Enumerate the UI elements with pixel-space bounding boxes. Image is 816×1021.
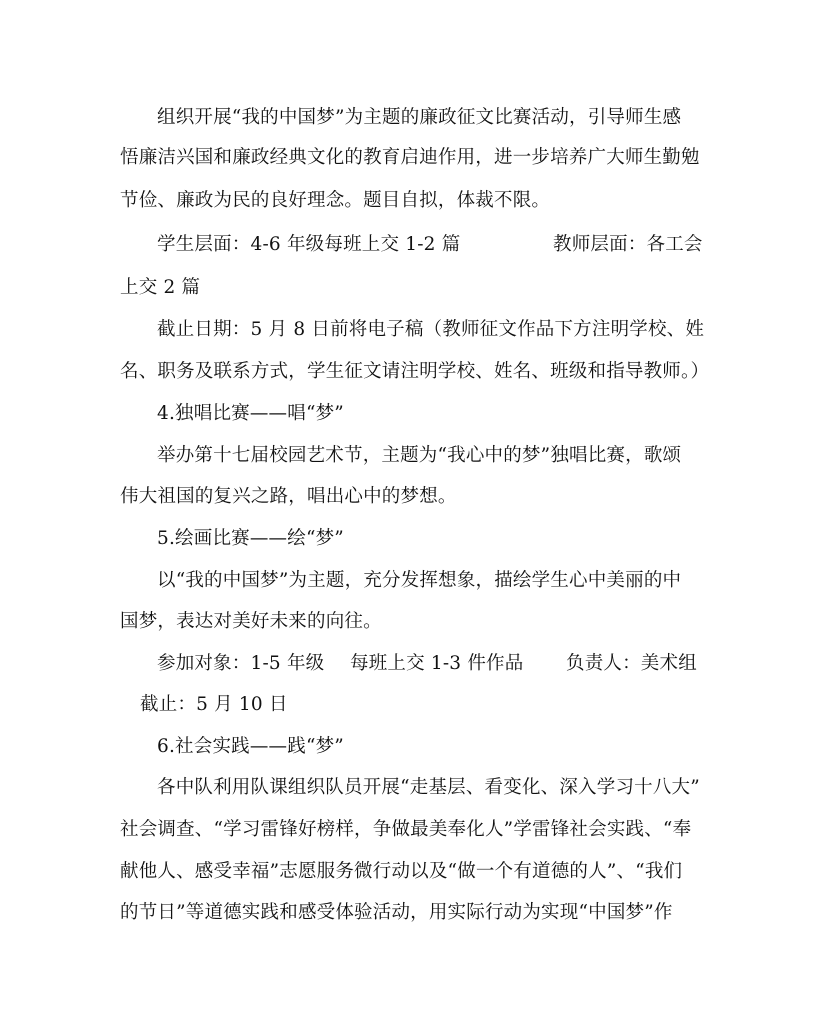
participants: 参加对象：1-5 年级 bbox=[157, 653, 325, 674]
paragraph-line: 各中队利用队课组织队员开展“走基层、看变化、深入学习十八大” bbox=[157, 777, 700, 798]
paragraph-line: 悟廉洁兴国和廉政经典文化的教育启迪作用，进一步培养广大师生勤勉 bbox=[120, 147, 700, 168]
paragraph-line: 社会调查、“学习雷锋好榜样，争做最美奉化人”学雷锋社会实践、“奉 bbox=[120, 819, 692, 840]
paragraph-line: 举办第十七届校园艺术节，主题为“我心中的梦”独唱比赛，歌颂 bbox=[157, 445, 682, 466]
works-per-class: 每班上交 1-3 件作品 bbox=[350, 653, 524, 674]
student-requirement-line bbox=[157, 233, 717, 257]
paragraph-line: 上交 2 篇 bbox=[120, 277, 201, 298]
section-heading-practice: 6.社会实践——践“梦” bbox=[157, 736, 344, 757]
paragraph-line: 节俭、廉政为民的良好理念。题目自拟，体裁不限。 bbox=[120, 190, 551, 211]
paragraph-line: 名、职务及联系方式，学生征文请注明学校、姓名、班级和指导教师。） bbox=[120, 361, 710, 382]
paragraph-line: 献他人、感受幸福”志愿服务微行动以及“做一个有道德的人”、“我们 bbox=[120, 861, 683, 882]
student-requirement: 学生层面：4-6 年级每班上交 1-2 篇 bbox=[157, 234, 461, 255]
section-heading-singing: 4.独唱比赛——唱“梦” bbox=[157, 403, 344, 424]
deadline-line: 截止日期：5 月 8 日前将电子稿（教师征文作品下方注明学校、姓 bbox=[157, 319, 705, 340]
paragraph-line: 以“我的中国梦”为主题，充分发挥想象，描绘学生心中美丽的中 bbox=[157, 570, 682, 591]
participants-line bbox=[157, 652, 717, 676]
paragraph-line: 的节日”等道德实践和感受体验活动，用实际行动为实现“中国梦”作 bbox=[120, 902, 673, 923]
teacher-requirement: 教师层面：各工会 bbox=[553, 234, 703, 255]
person-in-charge: 负责人：美术组 bbox=[566, 653, 697, 674]
section-heading-painting: 5.绘画比赛——绘“梦” bbox=[157, 528, 344, 549]
paragraph-line: 组织开展“我的中国梦”为主题的廉政征文比赛活动，引导师生感 bbox=[157, 107, 682, 128]
paragraph-line: 国梦，表达对美好未来的向往。 bbox=[120, 611, 382, 632]
painting-deadline: 截止：5 月 10 日 bbox=[140, 694, 288, 715]
paragraph-line: 伟大祖国的复兴之路，唱出心中的梦想。 bbox=[120, 486, 457, 507]
